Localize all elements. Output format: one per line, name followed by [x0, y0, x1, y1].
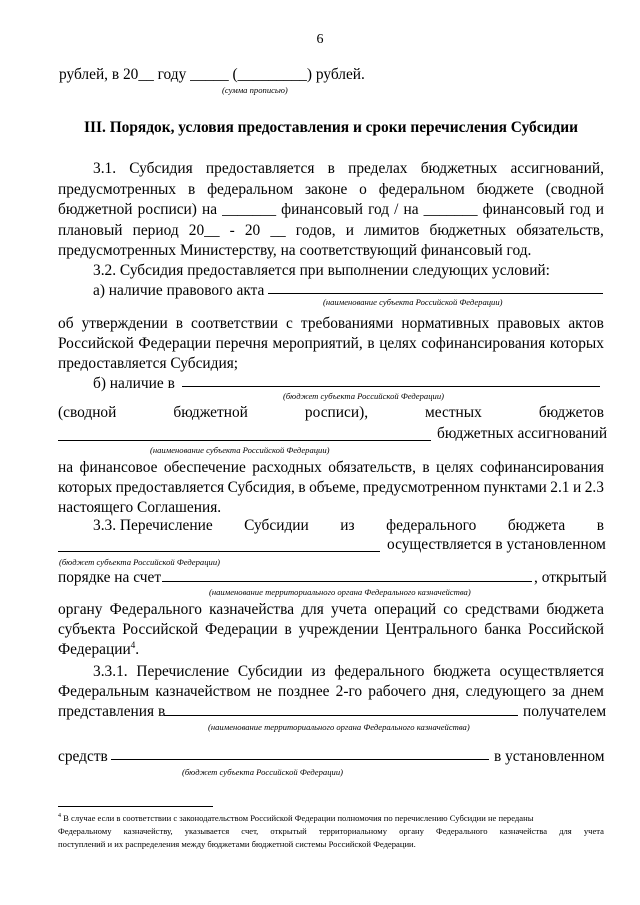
- paragraph-3-3-caption-2: (наименование территориального органа Федерального казначейства): [209, 587, 471, 597]
- word: Федерального: [109, 601, 202, 618]
- word: и: [345, 222, 354, 239]
- paragraph-3-2-intro: 3.2. Субсидия предоставляется при выполнении следующих условий:: [93, 262, 550, 279]
- word: период: [132, 222, 179, 239]
- word: Федерального: [436, 826, 488, 836]
- word: которых: [58, 479, 113, 496]
- word: для: [559, 826, 572, 836]
- condition-b-line-4: [58, 460, 604, 475]
- word: в: [596, 517, 604, 534]
- word: бюджета: [433, 663, 491, 680]
- word: год: [569, 201, 591, 218]
- word: в: [187, 181, 196, 198]
- word: росписи),: [304, 404, 369, 421]
- word: бюджетов: [538, 404, 604, 421]
- paragraph-3-3-caption-1: (бюджет субъекта Российской Федерации): [59, 557, 220, 567]
- footnote-line-1: $^4$ В случае если в соответствии с законодательством Российской Федерации полномочия по перечислению Субсидии не переданы: [58, 812, 534, 823]
- word: бюджетных: [429, 222, 507, 239]
- condition-b-line-3-tail: бюджетных ассигнований: [437, 425, 608, 442]
- word: целях: [379, 335, 417, 352]
- word: Центрального: [385, 621, 478, 638]
- paragraph-3-3-line-5: [58, 622, 604, 637]
- word: /: [394, 201, 399, 218]
- word: бюджетной: [173, 404, 248, 421]
- word: правовых: [497, 315, 561, 332]
- word: 3.3.1.: [93, 663, 128, 680]
- word: -: [229, 222, 235, 239]
- word: (сводной: [58, 404, 117, 421]
- word: Субсидии: [244, 517, 309, 534]
- word: Российской: [528, 621, 604, 638]
- word: указывается: [184, 826, 230, 836]
- word: со: [443, 601, 458, 618]
- paragraph-3-3-account-label: порядке на счет: [58, 569, 162, 586]
- paragraph-3-3-line-6: Федерации$^4$.: [58, 640, 140, 659]
- word: осуществляется: [499, 663, 604, 680]
- condition-b-caption-2: (наименование субъекта Российской Федерации): [150, 445, 330, 455]
- word: следующего: [465, 683, 546, 700]
- condition-b-line-6: настоящего Соглашения.: [58, 499, 222, 516]
- word: софинансирования: [480, 459, 604, 476]
- word: операций: [374, 601, 437, 618]
- paragraph-3-3-1-line-2: [58, 684, 604, 699]
- word: об: [58, 315, 74, 332]
- word: и: [572, 479, 582, 496]
- word: и: [595, 201, 604, 218]
- word: федерального: [386, 517, 477, 534]
- paragraph-3-3-1-caption-2: (бюджет субъекта Российской Федерации): [182, 767, 343, 777]
- condition-a-blank: [268, 293, 603, 294]
- word: годов,: [295, 222, 336, 239]
- word: расходных: [252, 459, 322, 476]
- word: дня,: [432, 683, 460, 700]
- condition-a-line-2: [58, 316, 604, 331]
- word: казначейства: [499, 826, 548, 836]
- condition-b-caption-1: (бюджет субъекта Российской Федерации): [283, 391, 444, 401]
- paragraph-3-3-1-line-1: [93, 664, 604, 679]
- word: 20: [244, 222, 261, 239]
- footnote-separator: [58, 806, 213, 807]
- paragraph-3-3-1-caption-1: (наименование территориального органа Федерального казначейства): [208, 722, 470, 732]
- word: Федеральному: [58, 826, 112, 836]
- paragraph-3-3-line-1: [93, 518, 604, 533]
- paragraph-3-3-1-line-3-tail: получателем: [523, 703, 607, 720]
- word: 2.3: [584, 479, 604, 496]
- word: открытый: [270, 826, 307, 836]
- word: лимитов: [364, 222, 420, 239]
- word: федеральном: [378, 181, 465, 198]
- word: финансовый: [281, 201, 363, 218]
- condition-a-line-3: [58, 336, 604, 351]
- word: на: [201, 201, 218, 218]
- word: нормативных: [401, 315, 490, 332]
- paragraph-3-3-blank-1: [58, 551, 380, 552]
- footnote-line-2: [58, 827, 604, 836]
- word: 2-го: [335, 683, 363, 700]
- word: бюджетной: [58, 201, 133, 218]
- condition-b-line-2: [58, 405, 604, 420]
- word: за: [552, 683, 566, 700]
- footnote-reference[interactable]: 4: [130, 640, 136, 650]
- word: средствами: [464, 601, 540, 618]
- word: перечня: [215, 335, 268, 352]
- word: из: [311, 663, 326, 680]
- amount-caption: (сумма прописью): [222, 85, 288, 95]
- word: 2.1: [550, 479, 570, 496]
- word: Федерации: [204, 621, 278, 638]
- word: из: [340, 517, 355, 534]
- word: целях: [436, 459, 474, 476]
- paragraph-3-3-1-blank-2: [111, 759, 489, 760]
- word: днем: [571, 683, 604, 700]
- word: казначейству,: [123, 826, 173, 836]
- page-number: 6: [316, 32, 324, 47]
- word: на: [58, 459, 74, 476]
- section-heading: III. Порядок, условия предоставления и сроки перечисления Субсидии: [84, 119, 578, 136]
- word: Российской: [58, 335, 134, 352]
- word: утверждении: [81, 315, 168, 332]
- word: федеральном: [207, 181, 294, 198]
- paragraph-3-3-account-blank: [162, 581, 532, 582]
- word: росписи): [137, 201, 197, 218]
- paragraph-3-3-1-line-4-tail: в установленном: [494, 748, 605, 765]
- paragraph-3-3-line-2-tail: осуществляется в установленном: [387, 536, 606, 553]
- paragraph-3-3-1-line-3-label: представления в: [58, 703, 166, 720]
- condition-a-caption: (наименование субъекта Российской Федерации): [323, 297, 503, 307]
- word: 20__: [188, 222, 220, 239]
- word: территориальному: [318, 826, 387, 836]
- word: _______: [423, 201, 478, 218]
- word: в: [327, 160, 335, 177]
- paragraph-3-3-account-tail: , открытый: [534, 569, 607, 586]
- word: объеме,: [309, 479, 360, 496]
- condition-b-blank-2: [58, 440, 431, 441]
- word: софинансирования: [421, 335, 546, 352]
- word: пунктами: [483, 479, 547, 496]
- word: обязательств,: [328, 459, 416, 476]
- word: соответствии: [191, 315, 279, 332]
- word: учреждении: [298, 621, 379, 638]
- paragraph-3-1-line-5: предусмотренных Министерству, на соответствующий финансовый год.: [58, 242, 532, 259]
- word: предусмотренном: [362, 479, 481, 496]
- word: обеспечение: [163, 459, 246, 476]
- word: федерального: [334, 663, 425, 680]
- condition-b-line-5: [58, 480, 604, 495]
- word: __: [270, 222, 286, 239]
- word: банка: [484, 621, 522, 638]
- condition-b-label: б) наличие в: [93, 375, 175, 392]
- word: в: [298, 479, 306, 496]
- word: предоставляется: [205, 160, 315, 177]
- word: _______: [222, 201, 277, 218]
- word: органу: [399, 826, 424, 836]
- word: о: [359, 181, 367, 198]
- word: бюджета: [507, 517, 566, 534]
- paragraph-3-1-line-4: [58, 223, 604, 238]
- footnote-line-3: поступлений и их распределения между бюджетами бюджетной системы Российской Федерации.: [58, 839, 416, 849]
- word: в: [422, 459, 430, 476]
- word: на: [403, 201, 419, 218]
- word: учета: [330, 601, 367, 618]
- word: финансовый: [482, 201, 565, 218]
- paragraph-3-1-line-1: [93, 161, 604, 176]
- word: которых: [549, 335, 604, 352]
- word: субъекта: [58, 621, 116, 638]
- word: Федеральным: [58, 683, 150, 700]
- word: в: [175, 315, 184, 332]
- word: бюджете: [476, 181, 534, 198]
- word: год: [368, 201, 390, 218]
- word: Субсидии: [237, 663, 303, 680]
- word: Перечисление: [136, 663, 230, 680]
- word: бюджета: [546, 601, 604, 618]
- word: законе: [304, 181, 348, 198]
- amount-line: рублей, в 20__ году _____ (_________) рублей.: [59, 66, 365, 83]
- word: позднее: [278, 683, 330, 700]
- word: плановый: [58, 222, 123, 239]
- word: (сводной: [545, 181, 604, 198]
- word: Федерации: [138, 335, 212, 352]
- word: Российской: [122, 621, 199, 638]
- paragraph-3-3-1-line-4-label: средств: [58, 748, 108, 765]
- condition-a-label: а) наличие правового акта: [93, 282, 265, 299]
- word: местных: [425, 404, 482, 421]
- word: предоставляется: [115, 479, 225, 496]
- word: органу: [58, 601, 103, 618]
- word: ассигнований,: [510, 160, 604, 177]
- word: в: [284, 621, 292, 638]
- word: финансовое: [79, 459, 158, 476]
- word: для: [301, 601, 324, 618]
- word: казначейством: [155, 683, 251, 700]
- word: предусмотренных: [58, 181, 177, 198]
- word: пределах: [348, 160, 408, 177]
- condition-a-line-4: предоставляется Субсидия;: [58, 355, 239, 372]
- word: актов: [568, 315, 604, 332]
- word: в: [367, 335, 375, 352]
- word: счет,: [241, 826, 259, 836]
- word: казначейства: [209, 601, 295, 618]
- paragraph-3-1-line-3: [58, 202, 604, 217]
- word: 3.1.: [93, 160, 117, 177]
- paragraph-3-1-line-2: [58, 182, 604, 197]
- word: бюджетных: [420, 160, 498, 177]
- word: учета: [583, 826, 604, 836]
- word: не: [256, 683, 272, 700]
- word: обязательств,: [516, 222, 604, 239]
- word: Субсидия,: [227, 479, 295, 496]
- paragraph-3-3-1-blank-1: [164, 715, 518, 716]
- word: требованиями: [300, 315, 394, 332]
- word: Субсидия: [129, 160, 193, 177]
- word: мероприятий,: [272, 335, 363, 352]
- word: рабочего: [368, 683, 427, 700]
- word: с: [286, 315, 293, 332]
- paragraph-3-3-line-4: [58, 602, 604, 617]
- condition-b-blank: [182, 386, 600, 387]
- word: 3.3. Перечисление: [93, 517, 213, 534]
